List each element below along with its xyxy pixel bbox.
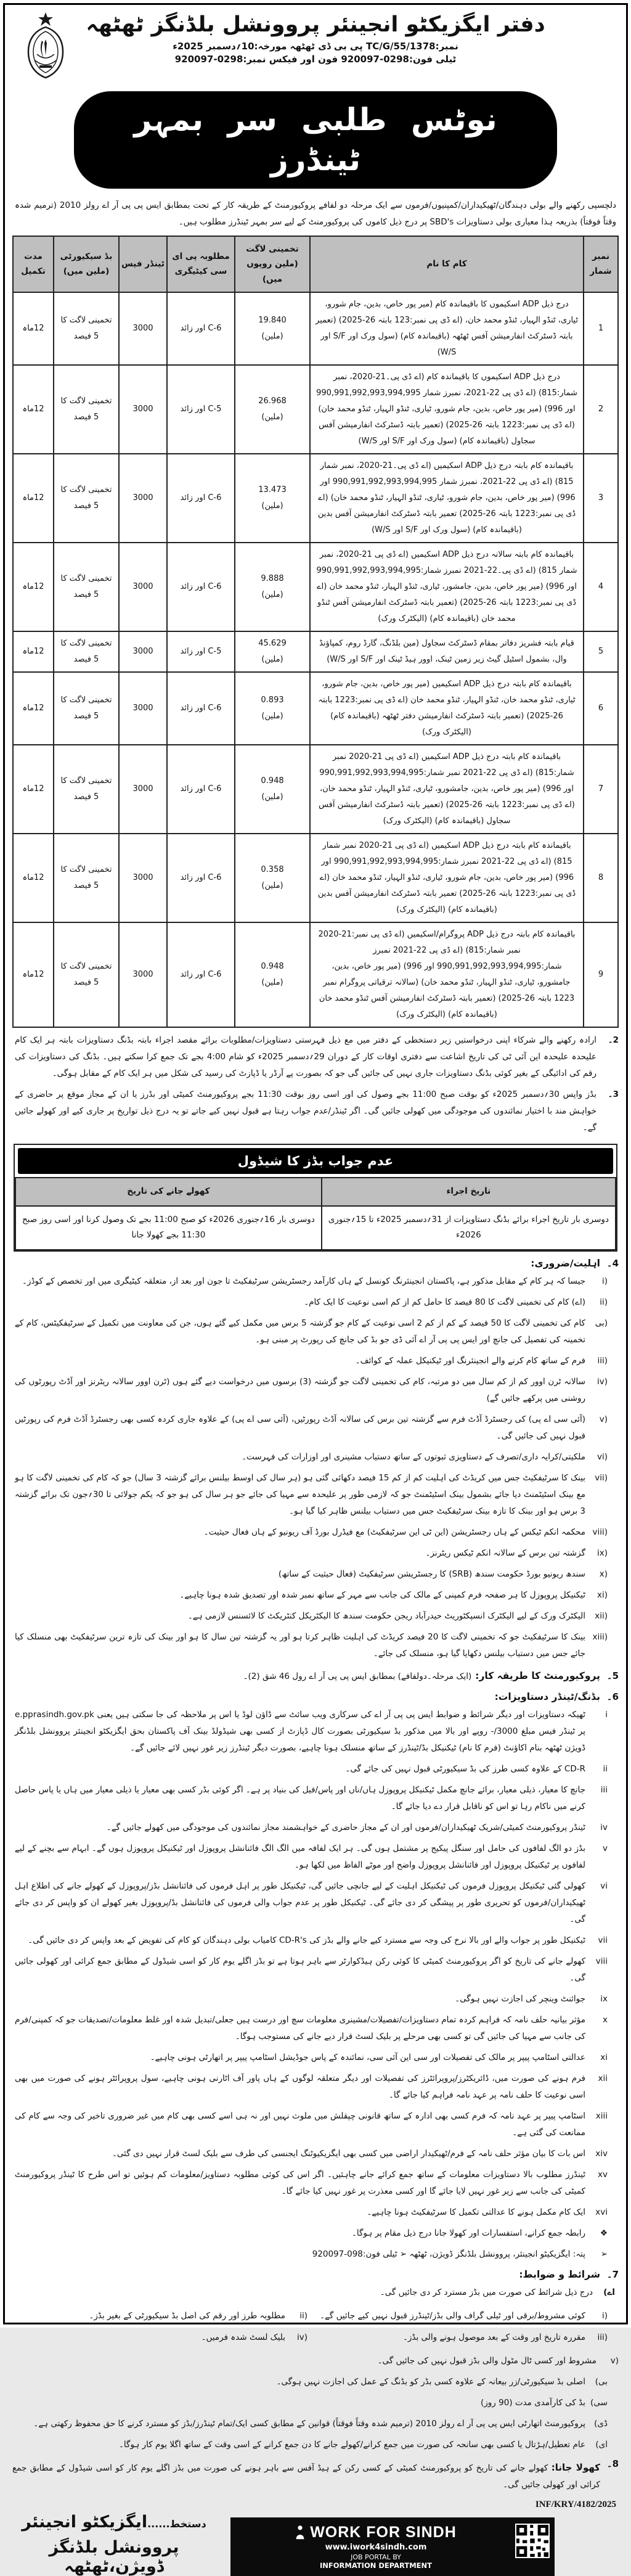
col-completion-period: مدت تکمیل [13, 236, 54, 292]
cell-estimated-cost [235, 672, 310, 745]
col-tender-fee: ٹینڈر فیس [119, 236, 167, 292]
section-opening [12, 2458, 619, 2493]
eligibility-heading [12, 1258, 619, 1269]
cell-tender-fee: 3000 [119, 745, 167, 834]
terms-grid-item [312, 2308, 608, 2324]
signature-label: دستخط...... [147, 2517, 206, 2530]
bidding-docs-heading [12, 1691, 619, 1702]
clause-3-text: بڈز واپس 30؍دسمبر 2025ء کو بوقت صبح 11:00 بجے وصول کی اور اسی روز بوقت 11:30 بجے پروکیورمنٹ کمیٹی اور بڈرز یا ان کے مجاز موقع پر حاضری کے خواہش مند با اختیار نمائندوں کی موجودگی میں کھولی جائیں گی۔ اگر ٹینڈر/عدم جواب رہتا ہے قبول نہیں کیے جاتے تو یہ درج ذیل تواریخ پر جاری کیے اور کھولے جائیں گے۔ [15, 1089, 596, 1133]
cell-estimated-cost [235, 543, 310, 631]
list-item-text: پتہ: ایگزیکیٹو انجینئر، پروونشل بلڈنگز ڈویژن، ٹھٹھہ ➢ ٹیلی فون:098-920097 [312, 2249, 585, 2259]
list-item-marker: ➢ [600, 2249, 608, 2259]
terms-item-v [12, 2353, 619, 2369]
cost-unit: (ملین) [261, 412, 283, 422]
cost-unit: (ملین) [261, 711, 283, 721]
cell-tender-fee: 3000 [119, 292, 167, 365]
procurement-number: 5۔ [606, 1670, 619, 1681]
list-item-text: کام کی تخمینی لاگت کا 50 فیصد کے کم از کم 2 اسی نوعیت کے کام جو گزشتہ 5 برس میں مکمل کیے گئے ہوں، جن کی معاونت میں تکمیل کے سرٹیفکیٹس، کام کے تخمینہ کی تفصیل کی جانچ اور ایس پی پی آر اے آئی ڈی جو بڈ کی جانچ کی رپورٹ پر مبنی ہو۔ [15, 1318, 585, 1345]
list-item-marker: xii [598, 2073, 608, 2083]
clause-3-number: 3۔ [608, 1089, 619, 1099]
signature-division: پروونشل بلڈنگز ڈویژن،ٹھٹھہ [49, 2537, 179, 2576]
cost-unit: (ملین) [261, 331, 283, 341]
list-item-marker: vii [598, 1935, 608, 1945]
terms-item-text: مقررہ تاریخ اور وقت کے بعد موصول ہونے والی بڈز۔ [402, 2332, 585, 2342]
table-row [13, 454, 618, 543]
intro-paragraph: دلچسپی رکھنے والے بولی دہندگان/ٹھیکیداران/کمپنیوں/فرموں سے ایک مرحلہ دو لفافے پروکیورمنٹ کے طریقہ کار کے تحت بمطابق ایس پی پی آر اے رولز 2010 (ترمیم شدہ وقتاً فوقتاً) بذریعہ ہذا معیاری بولی دستاویزات SBD's پر درج ذیل کاموں کی پروکیورمنٹ کے لیے سر بمہر ٹینڈرز مطلوب ہیں۔ [15, 200, 617, 227]
list-item-marker: xi [600, 2052, 608, 2062]
cell-pec-category: C-5 اور زائد [167, 365, 235, 454]
list-item [12, 2246, 608, 2263]
terms-grid-item [12, 2329, 307, 2346]
brand-text: WORK FOR SINDH [310, 2523, 457, 2541]
clause-2-number: 2۔ [608, 1035, 619, 1045]
list-item [12, 2437, 608, 2453]
list-item [12, 2108, 608, 2141]
list-item-text: (آئی سی اے پی) کی رجسٹرڈ آڈٹ فرم سے گزشتہ تین برس کی سالانہ آڈٹ رپورٹیں، (آئی سی اے پی) کے علاوہ جاری کردہ کسی بھی رجسٹرڈ آڈٹ فرم کی رپورٹیں قبول نہیں کی جائیں گی۔ [15, 1414, 585, 1441]
list-item-marker: ڈی) [594, 2418, 608, 2429]
list-item-text: ٹھیکہ دستاویزات اور دیگر شرائط و ضوابط ایس پی پی آر اے کی سرکاری ویب سائٹ سے ڈاؤن لوڈ یا اس پر ملاحظہ کی جا سکتی ہیں یعنی e.pprasindh.gov.pk پر ٹینڈر فیس مبلغ 3000/- روپے اور بالا میں مذکور بڈ سیکیورٹی بصورت کال ڈپازٹ از کسی بھی شیڈولڈ بینک آف پاکستان بحق ایگزیکٹو انجینئر پروونشل بلڈنگز ڈویژن ٹھٹھہ بنام اکاؤنٹ (فرم کا نام) ٹیکنیکل بڈ/ٹینڈرز کے ساتھ منسلک ہونا چاہیے، بصورت دیگر ٹینڈرز زیر غور نہیں لائے جائیں گے۔ [15, 1709, 585, 1753]
list-item-marker: (ix [596, 1548, 608, 1558]
cell-bid-security: تخمینی لاگت کا 5 فیصد [54, 672, 119, 745]
section-bidding-documents [12, 1691, 619, 2263]
list-item-text: (اے) کام کی تخمینی لاگت کا 80 فیصد کا حامل کم از کم اسی نوعیت کا ایک کام۔ [304, 1297, 585, 1307]
terms-item-text: بلیک لسٹ شدہ فرمیں۔ [201, 2332, 285, 2342]
list-item-text: اسٹامپ پیپر پر عہد نامہ کہ فرم کسی بھی ادارہ کے ساتھ قانونی چپقلش میں ملوث نہیں اور نہ ہی اسے کسی بھی کام میں غیر ضروری تاخیر کی وجہ سے کام کی ممانعت کی گئی ہے۔ [15, 2110, 585, 2138]
footer-website: www.iwork4sindh.com [325, 2542, 427, 2552]
clause-3 [12, 1086, 619, 1136]
cell-serial-number: 9 [584, 922, 618, 1027]
table-row [13, 672, 618, 745]
table-row [13, 365, 618, 454]
cell-work-name: درج ذیل ADP اسکیموں کا باقیماندہ کام (میر پور خاص، بدین، جام شورو، ٹیاری، ٹنڈو الہیار، ٹنڈو محمد خان، (اے ڈی پی نمبر:123 بابتہ 26-2025) (تعمیر بابتہ ڈسٹرکٹ انفارمیشن آفس ٹھٹھہ (باقیماندہ کام) (سول ورک اور S/F اور W/S) [310, 292, 584, 365]
list-item-marker: iv [600, 1822, 608, 1832]
list-item-marker: (ii [600, 1297, 608, 1307]
tender-table-header [13, 236, 618, 292]
terms-heading [12, 2269, 619, 2280]
list-item-marker: viii [595, 1956, 608, 1966]
table-row [13, 292, 618, 365]
tender-table [12, 236, 619, 1028]
list-item-marker: سی) [590, 2397, 608, 2408]
list-item [12, 1545, 608, 1562]
cell-pec-category: C-6 اور زائد [167, 745, 235, 834]
terms-number: 7۔ [606, 2268, 619, 2280]
terms-item-marker: (iii [597, 2332, 608, 2342]
list-item-marker: (viii [592, 1527, 608, 1537]
list-item [12, 1878, 608, 1928]
clause-2-text: ارادہ رکھنے والے شرکاء اپنی درخواستیں زیر دستخطی کے دفتر میں مع ذیل فہرستی دستاویزات/مطلوبات برائے مقصد اجراء بابتہ بڈنگ دستاویزات بابتہ ہر ایک کام علیحدہ علیحدہ این آئی ٹی کی تاریخ اشاعت سے دفتری اوقات کار کے دوران 29؍دسمبر 2025ء کو شام 4:00 بجے تک جمع کرا سکتے ہیں۔ بڈنگ کی دستاویزات کی رقم کی ادائیگی کے بغیر کوئی بڈنگ دستاویزات جاری نہیں کی جائیں گی جو کہ بصورت پے آرڈر یا ڈپازٹ کی رسید کی شکل میں ہر ایک کام کے مقابل ہوگی۔ [15, 1035, 596, 1078]
list-item [12, 1932, 608, 1949]
cell-serial-number: 3 [584, 454, 618, 543]
list-item [12, 1761, 608, 1778]
list-item [12, 1315, 608, 1348]
list-item-marker: iii [600, 1784, 608, 1795]
list-item [12, 2049, 608, 2066]
list-item [12, 1524, 608, 1541]
list-item-text: فرم کے ساتھ کام کرنے والے انجینئرنگ اور ٹیکنیکل عملہ کے کوائف۔ [355, 1355, 585, 1366]
terms-item-text: مطلوبہ طرز اور رقم کی اصل بڈ سیکیورٹی کے بغیر بڈز۔ [89, 2310, 285, 2321]
cell-bid-security: تخمینی لاگت کا 5 فیصد [54, 922, 119, 1027]
list-item-marker: xiv [595, 2148, 608, 2159]
list-item [12, 2070, 608, 2104]
cell-bid-security: تخمینی لاگت کا 5 فیصد [54, 631, 119, 672]
bidding-docs-list [12, 1707, 608, 2263]
cell-bid-security: تخمینی لاگت کا 5 فیصد [54, 543, 119, 631]
procurement-title: پروکیورمنٹ کا طریقہ کار: [475, 1670, 600, 1681]
cell-completion-period: 12ماہ [13, 834, 54, 922]
list-item [12, 1629, 608, 1662]
terms-title: شرائط و ضوابط: [519, 2268, 600, 2280]
cell-bid-security: تخمینی لاگت کا 5 فیصد [54, 745, 119, 834]
reference-number-line: نمبر:TC/G/55/1378 پی بی ڈی ٹھٹھہ مورخہ:10؍دسمبر 2025ء [173, 41, 458, 52]
cell-serial-number: 1 [584, 292, 618, 365]
list-item-marker: ix [600, 1993, 608, 2004]
cost-value: 0.948 [261, 961, 284, 971]
list-item [12, 1953, 608, 1987]
list-item-text: پروکیورمنٹ اتھارٹی ایس پی پی آر اے رولز 2010 (ترمیم شدہ وقتاً فوقتاً) قوانین کے مطابق کسی ایک/تمام ٹینڈرز/بڈز کو مسترد کرنے کا حق محفوظ رکھتی ہے۔ [33, 2418, 585, 2429]
opening-body [12, 2458, 600, 2493]
list-item-marker: xiii [595, 2110, 608, 2121]
list-item-text: اصلی بڈ سیکیورٹی/زر بیعانہ کے علاوہ کسی بڈر کو بڈنگ کے عمل کی اجازت نہیں ہوگی۔ [276, 2376, 585, 2387]
col-serial-number: نمبر شمار [584, 236, 618, 292]
table-row [13, 543, 618, 631]
cell-pec-category: C-6 اور زائد [167, 922, 235, 1027]
list-item [12, 2167, 608, 2200]
cell-completion-period: 12ماہ [13, 543, 54, 631]
list-item [12, 1411, 608, 1445]
list-item-text: اس بات کا بیان مؤثر حلف نامہ کے فرم/ٹھیکیدار اراضی میں کسی بھی ایگزیکیوٹنگ ایجنسی کی طرف سے بلیک لسٹ قرار نہیں دی گئی۔ [112, 2148, 585, 2159]
schedule-table [15, 1177, 616, 1250]
list-item-text: ٹینڈر پروکیورمنٹ کمیٹی/شریک ٹھیکیداران/فرموں اور ان کے مجاز حاضری کے خواہشمند مجاز نمائندوں کی موجودگی میں کھولے جائیں گے۔ [106, 1822, 585, 1832]
terms-grid-row [12, 2305, 608, 2327]
schedule-opening-value: دوسری بار 16؍جنوری 2026ء کو صبح 11:00 بجے تک وصول کرنا اور اسی روز صبح 11:30 بجے کھولا جانا [15, 1206, 322, 1250]
list-item [12, 1840, 608, 1874]
work-for-sindh-brand [240, 2524, 511, 2541]
signature-block [12, 2512, 216, 2576]
list-item-text: محکمہ انکم ٹیکس کے ہاں رجسٹریشن (این ٹی این سرٹیفکیٹ) مع فیڈرل بورڈ آف ریونیو کے ہاں فعال حیثیت۔ [203, 1527, 585, 1537]
cell-bid-security: تخمینی لاگت کا 5 فیصد [54, 454, 119, 543]
list-item-text: بینک کا سرٹیفکیٹ جو کہ تخمینی لاگت کا 20 فیصد کریڈٹ کی اہلیت ظاہر کرتا ہو اور یہ گزشتہ تین سال کا ہو اور بینک کی تازہ ترین سرٹیفکیٹ بھی منسلک کیا جائے جس میں دستیاب بیلنس دکھایا گیا ہو، منسلک کی جائے۔ [15, 1631, 585, 1659]
list-item [12, 2374, 608, 2390]
terms-item-text: کوئی مشروط/برقی اور ٹیلی گراف والی بڈز/ٹینڈرز قبول نہیں کیے جائیں گے۔ [320, 2310, 585, 2321]
cost-unit: (ملین) [261, 589, 283, 599]
person-icon [295, 2524, 305, 2540]
cell-completion-period: 12ماہ [13, 672, 54, 745]
cell-pec-category: C-6 اور زائد [167, 672, 235, 745]
list-item [12, 1782, 608, 1815]
terms-item-v-marker: (v [610, 2355, 619, 2366]
cost-value: 9.888 [261, 573, 284, 583]
cell-estimated-cost [235, 292, 310, 365]
list-item [12, 1353, 608, 1369]
cell-work-name: باقیماندہ کام بابتہ درج ذیل ADP اسکیمیں (میر پور خاص، بدین، جام شورو، ٹیاری، ٹنڈو محمد خان، ٹنڈو الہیار، ٹنڈو محمد خان (اے ڈی پی نمبر:1223 بابتہ 26-2025) (تعمیر بابتہ ڈسٹرکٹ انفارمیشن دفتر ٹھٹھہ (باقیماندہ کام) (الیکٹرک ورک) [310, 672, 584, 745]
sindh-government-emblem-icon [15, 11, 76, 80]
cell-work-name: باقیماندہ کام بابتہ درج ذیل ADP اسکیمیں (اے ڈی پی۔21-2020، نمبر شمار 815) (اے ڈی پی 22-2021، نمبرز شمار 990,991,992,993,994,995 اور 996) (میر پور خاص، بدین، جام شورو، ٹیاری، ٹنڈو الہیار، ٹنڈو محمد خان) (اے ڈی پی نمبر:1223 بابتہ 26-2025) تعمیر بابتہ ڈسٹرکٹ انفارمیشن آفس بدین (باقیماندہ کام) (سول ورک اور S/F اور W/S) [310, 454, 584, 543]
terms-grid-row [12, 2327, 608, 2348]
terms-item-marker: (ii [299, 2310, 307, 2321]
cell-work-name: درج ذیل ADP اسکیموں کا باقیماندہ کام (اے ڈی پی۔21-2020، نمبر شمار:815) (اے ڈی پی 22-2021، نمبرز شمار 990,991,992,993,994,995 اور 996) (میر پور خاص، بدین، جام شورو، ٹیاری، ٹنڈو الہیار، ٹنڈو محمد خان) (اے ڈی پی نمبر:1223 بابتہ 26-2025) (تعمیر بابتہ ڈسٹرکٹ انفارمیشن آفس سجاول (باقیماندہ کام) (سول ورک اور S/F اور W/S) [310, 365, 584, 454]
list-item-text: جوائنٹ وینچر کی اجازت نہیں ہوگی۔ [455, 1993, 585, 2004]
cost-value: 0.948 [261, 776, 284, 786]
list-item-text: مؤثر بیانیہ حلف نامہ کہ فراہم کردہ تمام دستاویزات/تفصیلات/مشینری معلومات سچ اور درست ہیں جعلی/تبدیل شدہ اور غلط معلومات/تصدیقات جو کہ کمپنی/فرم کی جانب سے مہیا کی جائیں گی تو کسی بھی مرحلے پر بلیک لسٹ قرار دیے جانے کی مستوجب ہوگا۔ [15, 2014, 585, 2041]
list-item-text: کھولے جانے کی تاریخ کو اگر پروکیورمنٹ کمیٹی کا کوئی رکن ہیڈکوارٹر سے باہر ہوتا ہے تو بڈز اگلے یوم کار کو اسی شیڈول کے مطابق جمع کرائی اور کھولی جائیں گی۔ [15, 1956, 585, 1983]
cell-completion-period: 12ماہ [13, 922, 54, 1027]
list-item-text: ٹیکنیکل پروپوزل کا ہر صفحہ فرم کمپنی کے مالک کی جانب سے مہر کے ساتھ نمبر شدہ اور تصدیق شدہ ہونا چاہیے۔ [179, 1589, 585, 1600]
cell-pec-category: C-6 اور زائد [167, 834, 235, 922]
schedule-title: عدم جواب بڈز کا شیڈول [18, 1148, 613, 1174]
cell-completion-period: 12ماہ [13, 292, 54, 365]
cell-tender-fee: 3000 [119, 922, 167, 1027]
list-item-marker: (x [599, 1569, 608, 1579]
cell-completion-period: 12ماہ [13, 631, 54, 672]
list-item-text: کھولی گئی ٹیکنیکل پروپوزل فرموں کی ٹیکنیکل اہلیت کے لیے جانچی جائیں گی، ٹیکنیکل طور پر اہل فرموں کی فائنانشل بڈز/پروپوزل کے کھولے جانے کی اطلاع اہل ٹھیکیداران/فرموں کو تحریری طور پر پیشگی کر دی جائے گی۔ ٹیکنیکل طور پر عدم جواب والی فرموں کی فائنانشل بڈ/پروپوزل بغیر کھولے ان کو واپس کر دی جائے گی۔ [15, 1881, 586, 1924]
list-item-marker: (vi [596, 1451, 608, 1462]
list-item-text: گزشتہ تین برس کے سالانہ انکم ٹیکس ریٹرنز۔ [425, 1548, 585, 1558]
col-bid-security: بڈ سیکیورٹی (ملین میں) [54, 236, 119, 292]
cell-serial-number: 2 [584, 365, 618, 454]
bidding-docs-title: بڈنگ/ٹینڈر دستاویزات: [494, 1691, 600, 1702]
list-item-text: بڈز دو الگ لفافوں کی حامل اور سنگل پیکیج پر مشتمل ہوں گی۔ ہر ایک لفافہ میں الگ الگ فائنانشل پروپوزل اور ٹیکنیکل پروپوزل ہوں گے۔ ابہام سے بچنے کے لیے لفافوں پر ٹیکنیکل پروپوزل اور فائنانشل پروپوزل واضح اور موٹے الفاظ میں لکھا ہو۔ [15, 1843, 585, 1870]
list-item [12, 1991, 608, 2008]
cell-tender-fee: 3000 [119, 454, 167, 543]
cell-work-name: باقیماندہ کام بابتہ درج ذیل ADP اسکیمیں (اے ڈی پی 21-2020 نمبر شمار 815) (اے ڈی پی 22-2021 نمبرز شمار:990,991,992,993,994,995 اور 996) (میر پور خاص، بدین، جام شورو، ٹیاری، ٹنڈو الہیار، ٹنڈو محمد خان (اے ڈی پی نمبر:1223 بابتہ 26-2025) تعمیر بابتہ ڈسٹرکٹ انفارمیشن آفس بدین (باقیماندہ کام) (الیکٹرک ورک) [310, 834, 584, 922]
terms-grid-item [312, 2329, 608, 2346]
cell-pec-category: C-6 اور زائد [167, 292, 235, 365]
section-terms-conditions [12, 2269, 619, 2453]
list-item-marker: vi [600, 1881, 608, 1891]
cell-bid-security: تخمینی لاگت کا 5 فیصد [54, 365, 119, 454]
non-responsive-bids-schedule [14, 1144, 617, 1252]
list-item-marker: i [605, 1709, 608, 1720]
eligibility-title: اہلیت/ضروری: [531, 1257, 600, 1269]
clause-2 [12, 1032, 619, 1082]
inf-reference-number: INF/KRY/4182/2025 [535, 2499, 616, 2509]
cell-tender-fee: 3000 [119, 365, 167, 454]
work-for-sindh-banner [230, 2517, 555, 2576]
cost-value: 13.473 [258, 485, 287, 494]
cell-estimated-cost [235, 834, 310, 922]
cost-value: 0.358 [261, 864, 284, 874]
header [12, 10, 619, 85]
procurement-text: (ایک مرحلہ۔دولفافے) بمطابق ایس پی پی آر اے رول 46 شق (2)۔ [243, 1671, 472, 1681]
bidding-docs-number: 6۔ [606, 1691, 619, 1702]
table-row [13, 834, 618, 922]
list-item-marker: (iii [597, 1355, 608, 1366]
eligibility-list [12, 1273, 608, 1662]
list-item [12, 2395, 608, 2411]
cell-work-name: باقیماندہ کام بابتہ سالانہ درج ذیل ADP اسکیمیں (اے ڈی پی 21-2020، نمبر شمار 815) (اے ڈی پی۔22-2021 نمبرز شمار:990,991,992,993,994,995 اور 996) (میر پور خاص، بدین، جامشور، ٹیاری، ٹنڈو الہیار، ٹنڈو محمد خان (اے ڈی پی نمبر:1223 بابتہ 26-2025) (تعمیر بابتہ ڈسٹرکٹ انفارمیشن آفس ٹنڈو محمد خان (باقیماندہ کام) (الیکٹرک ورک) [310, 543, 584, 631]
cost-unit: (ملین) [261, 654, 283, 664]
bottom-row [12, 2512, 619, 2576]
cell-bid-security: تخمینی لاگت کا 5 فیصد [54, 834, 119, 922]
list-item-marker: (xi [596, 1589, 608, 1600]
cell-pec-category: C-6 اور زائد [167, 454, 235, 543]
cell-tender-fee: 3000 [119, 672, 167, 745]
cell-completion-period: 12ماہ [13, 365, 54, 454]
list-item-text: فرم ہونے کی صورت میں، ڈائریکٹرز/پروپرائٹرز کی تفصیلات اور دیگر متعلقہ لوگوں کے ہاں پاور آف اٹارنی ہونی چاہیے، سول پروپرائٹر ہونے کی صورت میں بھی اسی نوعیت کا حلف نامہ پر عہد نامہ فراہم کیا جائے گا۔ [15, 2073, 585, 2100]
cell-work-name: باقیماندہ کام بابتہ درج ذیل ADP اسکیمیں (اے ڈی پی 21-2020 نمبر شمار:815) (اے ڈی پی 22-2021 نمبر شمار:990,991,992,993,994,995 اور 996) (میر پور خاص، بدین، جامشورو، ٹیاری، ٹنڈو الہیار، ٹنڈو محمد خان، (اے ڈی پی نمبر:1223 بابتہ 26-2025) (تعمیر بابتہ ڈسٹرکٹ انفارمیشن آفس سجاول (باقیماندہ کام) (الیکٹرک ورک) [310, 745, 584, 834]
col-work-name: کام کا نام [310, 236, 584, 292]
list-item [12, 1273, 608, 1290]
cost-unit: (ملین) [261, 977, 283, 987]
cell-tender-fee: 3000 [119, 631, 167, 672]
list-item-marker: ii [603, 1763, 608, 1774]
list-item-text: جانچ کا معیار، ذیلی معیار، برائے جانچ مکمل ٹیکنیکل پروپوزل ہاں/ناں اور پاس/فیل کی بنیاد پر ہے۔ اگر کوئی بڈر کسی بھی معیار یا ذیلی معیار میں ہاں یا پاس حاصل کرنے میں ناکام رہا تو اس کو ناقابل قرار دے دیا جائے گا۔ [15, 1784, 585, 1811]
cost-value: 19.840 [258, 315, 287, 325]
list-item [12, 2204, 608, 2221]
phone-fax-line: ٹیلی فون:0298-920097 فون اور فیکس نمبر:0298-920097 [174, 54, 457, 65]
list-item [12, 1819, 608, 1836]
terms-sub-a-marker: اے) [603, 2287, 615, 2297]
terms-item-v-text: مشروط اور کسی ٹال مٹول والی بڈز قبول نہیں کی جائیں گی۔ [377, 2355, 596, 2366]
list-item-text: ملکیتی/کرایہ داری/تصرف کے دستاویزی ثبوتوں کے ساتھ دستیاب مشینری اور اوزارات کی فہرست۔ [242, 1451, 585, 1462]
table-row [13, 631, 618, 672]
cost-unit: (ملین) [261, 880, 283, 890]
cell-serial-number: 8 [584, 834, 618, 922]
cell-bid-security: تخمینی لاگت کا 5 فیصد [54, 292, 119, 365]
cost-unit: (ملین) [261, 501, 283, 511]
cell-estimated-cost [235, 922, 310, 1027]
schedule-issue-value: دوسری بار تاریخ اجراء برائے بڈنگ دستاویزات از 31؍دسمبر 2025ء تا 15؍جنوری 2026ء [322, 1206, 616, 1250]
terms-rejection-grid [12, 2305, 608, 2348]
col-estimated-cost: تخمینی لاگت (ملین روپوں میں) [235, 236, 310, 292]
section-eligibility [12, 1258, 619, 1662]
terms-sub-a-text: درج ذیل شرائط کی صورت میں بڈز مسترد کر دی جائیں گی۔ [380, 2287, 593, 2297]
list-item-text: عدالتی اسٹامپ پیپر پر مالک کی تفصیلات اور سی این آئی سی، نمائندہ کے پاس جوڈیشل اسٹامپ پیپر پر اتھارٹی ہونی چاہیے۔ [150, 2052, 585, 2062]
section-procurement-method [12, 1668, 619, 1685]
list-item-marker: (xii [595, 1610, 608, 1621]
cell-work-name: قیام بابتہ فشریز دفاتر بمقام ڈسٹرکٹ سجاول (مین بلڈنگ، گارڈ روم، کمپاؤنڈ وال، بشمول اسٹیل گیٹ زیر زمین ٹینک، اوور ہیڈ ٹینک اور S/F اور W/S) [310, 631, 584, 672]
terms-item-marker: (iv [296, 2332, 307, 2342]
list-item [12, 1587, 608, 1604]
list-item-marker: v [603, 1843, 608, 1853]
table-row [13, 922, 618, 1027]
list-item-text: ٹیکنیکل طور پر جواب والے اور بالا نرخ کی وجہ سے مسترد کیے جانے والے بڈز کی CD-R's کامیاب بولی دہندگان کو کام کی تفویض کے بعد واپس کر دی جائیں گی۔ [28, 1935, 585, 1945]
list-item-text: جیسا کہ ہر کام کے مقابل مذکور ہے، پاکستان انجینئرنگ کونسل کے ہاں کارآمد رجسٹریشن سرٹیفکیٹ تا جون اور بعد از، متعلقہ کیٹیگری میں اور تخصص کے کوڈز۔ [22, 1276, 585, 1286]
opening-text: کھولے جانے کی تاریخ کو پروکیورمنٹ کمیٹی کے کسی رکن کے ہیڈ آفس سے باہر ہونے کی صورت میں بڈز اگلے یوم کار کو اسی شیڈول کے مطابق جمع کرائی اور کھولی جائیں گی۔ [12, 2463, 600, 2490]
list-item-text: ایک کام مکمل ہونے کا عدالتی تکمیل کا سرٹیفکیٹ ہونا چاہیے۔ [367, 2207, 585, 2217]
terms-lettered-list [12, 2374, 608, 2453]
cell-tender-fee: 3000 [119, 834, 167, 922]
cell-pec-category: C-5 اور زائد [167, 631, 235, 672]
opening-title: کھولا جانا: [551, 2461, 600, 2473]
terms-item-marker: (i [601, 2310, 608, 2321]
cell-tender-fee: 3000 [119, 543, 167, 631]
signature-designation: ایگزیکٹو انجینئر [22, 2512, 148, 2532]
list-item [12, 1470, 608, 1520]
list-item-text: بڈ کی کارآمدی مدت (90 روز) [481, 2397, 585, 2408]
terms-sub-a [12, 2284, 615, 2301]
cell-serial-number: 7 [584, 745, 618, 834]
list-item-marker: xvi [595, 2207, 608, 2217]
terms-grid-item [12, 2308, 307, 2324]
cell-completion-period: 12ماہ [13, 454, 54, 543]
qr-code-icon [515, 2524, 550, 2558]
list-item-marker: (v [599, 1414, 608, 1424]
cell-estimated-cost [235, 365, 310, 454]
cell-work-name: باقیماندہ کام بابتہ درج ذیل ADP پروگرام/اسکیمیں (اے ڈی پی نمبر:21-2020 نمبر شمار:815) (اے ڈی پی 22-2021 نمبرز شمار:990,991,992,993,994,995 اور 996) (میر پور خاص، بدین، جامشورو، ٹیاری، ٹنڈو الہیار، ٹنڈو محمد خان) (سالانہ ترقیاتی پروگرام نمبر 1223 بابتہ 26-2025) (تعمیر بابتہ ڈسٹرکٹ انفارمیشن آفس ٹنڈو محمد خان (باقیماندہ کام) (الیکٹرک ورک) [310, 922, 584, 1027]
schedule-col-opening-date: کھولے جانے کی تاریخ [15, 1178, 322, 1206]
list-item [12, 2225, 608, 2242]
cell-pec-category: C-6 اور زائد [167, 543, 235, 631]
footer-portal-line: JOB PORTAL BY [351, 2553, 401, 2561]
cell-estimated-cost [235, 745, 310, 834]
list-item-marker: (xiii [592, 1631, 608, 1642]
cost-value: 45.629 [258, 638, 287, 648]
list-item [12, 2416, 608, 2432]
cost-value: 0.893 [261, 695, 284, 705]
cell-serial-number: 5 [584, 631, 618, 672]
cost-value: 26.968 [258, 396, 287, 406]
signature-line [12, 2512, 216, 2532]
cost-unit: (ملین) [261, 792, 283, 802]
list-item-marker: (بی [595, 1318, 608, 1328]
notice-banner [74, 91, 557, 189]
list-item-text: الیکٹرک ورک کے لیے الیکٹرک انسپکٹوریٹ حیدرآباد ریجن حکومت سندھ کا الیکٹریکل کنٹریکٹ کا لائسنس لازمی ہے۔ [187, 1610, 585, 1621]
col-pec-category: مطلوبہ پی ای سی کیٹیگری [167, 236, 235, 292]
list-item [12, 2012, 608, 2045]
list-item-marker: (vii [595, 1472, 608, 1483]
list-item-marker: بی) [595, 2376, 608, 2387]
list-item [12, 1294, 608, 1311]
list-item [12, 2146, 608, 2162]
list-item [12, 1707, 608, 1757]
tender-table-body [13, 292, 618, 1027]
list-item-text: CD-R کے علاوہ کسی طرز کی بڈ سیکیورٹی قبول نہیں کی جائے گی۔ [345, 1763, 585, 1774]
list-item [12, 1449, 608, 1466]
list-item-text: سالانہ ٹرن اوور کم از کم سال میں دو مرتبہ، کام کی تخمینی لاگت جو گزشتہ (3) برسوں میں درخواست دیے گئے ہوں (ٹرن اوور سالانہ ریٹرنز اور آڈٹ رپورٹوں کی روشنی میں پرکھے جائیں گے) [15, 1376, 585, 1403]
cell-estimated-cost [235, 631, 310, 672]
list-item-text: بینک کا سرٹیفکیٹ جس میں کریڈٹ کی اہلیت کم از کم 15 فیصد دکھائی گئی ہو (ہر سال کی اوسط بیلنس برائے گزشتہ 3 سال) جو کہ کام کی تخمینی لاگت کا ہو مع بینک اسٹیٹمنٹ دیا جائے بشمول بینک اسٹیٹمنٹ جو کہ لازمی طور پر علیحدہ سے مہیا کی جائے جو ہر سال کی ہو جو کہ یکم جولائی تا 30؍جون تک برائے گزشتہ 3 برس ہو اور بینک کا تازہ بینک سرٹیفکیٹ جس میں دستیاب بیلنس ظاہر کیا گیا ہو۔ [15, 1472, 585, 1516]
list-item-marker: ❖ [600, 2228, 608, 2238]
cell-serial-number: 6 [584, 672, 618, 745]
eligibility-number: 4۔ [606, 1257, 619, 1269]
office-title: دفتر ایگزیکٹو انجینئر پروونشل بلڈنگز ٹھٹھہ [86, 12, 545, 37]
footer-department-line: INFORMATION DEPARTMENT [320, 2561, 432, 2570]
list-item-text: سندھ ریونیو بورڈ حکومت سندھ (SRB) کا رجسٹریشن سرٹیفکیٹ (فعال حیثیت کے ساتھ) [278, 1569, 585, 1579]
list-item-marker: ای) [595, 2439, 608, 2450]
ad-frame [3, 3, 628, 2576]
notice-banner-title: نوٹس طلبی سر بمہر ٹینڈرز [134, 102, 497, 178]
cell-estimated-cost [235, 454, 310, 543]
list-item-text: ٹینڈرز مطلوب بالا دستاویزات معلومات کے ساتھ جمع کرائے جانے چاہئیں۔ اگر اس کی کوئی مطلوبہ دستاویز/معلومات کم ہوئیں تو اس طرح کا ٹینڈر پروکیورمنٹ کمیٹی کی جانب سے زیر غور نہیں لایا جائے گا اور کسی معذرت پر غور نہیں کیا جائے گا۔ [15, 2169, 585, 2196]
list-item-marker: (i [601, 1276, 608, 1286]
list-item-text: عام تعطیل/ہڑتال یا کسی بھی سانحہ کی صورت میں جمع کرانے/کھولے جانے کا دن جمع کرانے کے اسی وقت کے ساتھ اگلا یوم کار ہوگا۔ [119, 2439, 585, 2450]
list-item-marker: (iv [596, 1376, 608, 1387]
cell-serial-number: 4 [584, 543, 618, 631]
list-item-marker: xv [598, 2169, 608, 2180]
procurement-heading [12, 1668, 619, 1685]
list-item-text: رابطہ جمع کرانے، استفسارات اور کھولا جانا درج ذیل مقام پر ہوگا۔ [351, 2228, 585, 2238]
schedule-col-issue-date: تاریخ اجراء [322, 1178, 616, 1206]
cell-completion-period: 12ماہ [13, 745, 54, 834]
list-item [12, 1608, 608, 1625]
list-item [12, 1374, 608, 1407]
table-row [13, 745, 618, 834]
list-item [12, 1566, 608, 1583]
opening-number: 8۔ [606, 2458, 619, 2469]
list-item-marker: x [603, 2014, 608, 2025]
